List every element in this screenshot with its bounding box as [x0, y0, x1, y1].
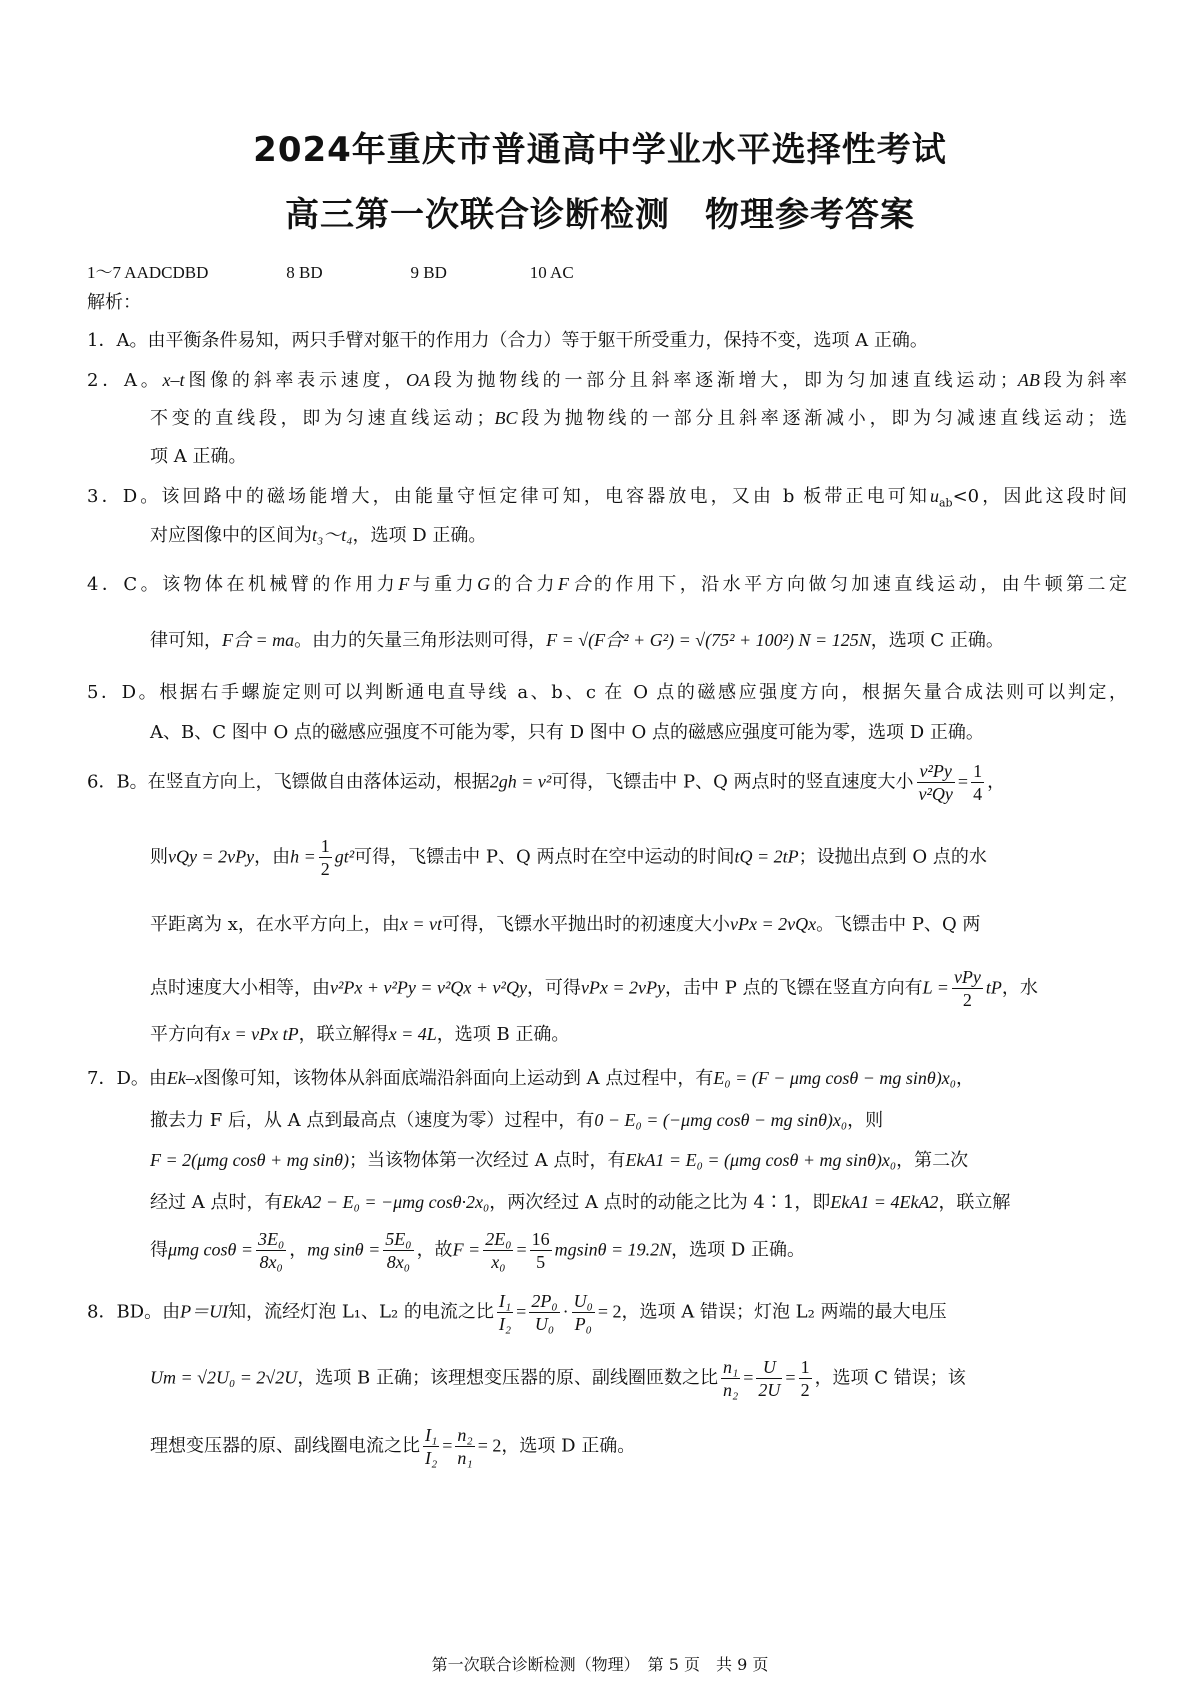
q8-fraction [497, 1290, 513, 1335]
q4-text: ，选项 C 正确。 [870, 630, 1004, 651]
q8-line2 [150, 1356, 1190, 1401]
q6-fraction [971, 760, 984, 805]
q7-text: ， [955, 1068, 974, 1089]
q4-text: 与重力 [409, 574, 478, 595]
q7-math: = [516, 1239, 527, 1260]
q8-text: 知，流经灯泡 L₁、L₂ 的电流之比 [228, 1301, 494, 1323]
q7-math: F = 2(μmg cosθ + mg sinθ) [150, 1150, 349, 1170]
q8-frac-den: U₀ [534, 1314, 555, 1334]
q6-line5 [150, 1020, 1190, 1046]
q8-frac-den: 2U [758, 1380, 781, 1400]
q7-frac-den: 8x₀ [259, 1252, 283, 1272]
q7-math: mgsinθ = 19.2N [554, 1239, 672, 1260]
q8-text: 理想变压器的原、副线圈电流之比 [150, 1435, 420, 1457]
q6-frac-den: 2 [962, 990, 972, 1010]
q6-math: vQy = 2vPy [168, 846, 255, 867]
q7-line1 [87, 1064, 1127, 1090]
q7-text: 图像可知，该物体从斜面底端沿斜面向上运动到 A 点过程中，有 [202, 1068, 714, 1089]
answer-key-8: 8 BD [286, 263, 323, 282]
q8-line3 [150, 1424, 1190, 1469]
q6-text: 平方向有 [150, 1024, 222, 1045]
q6-frac-num: vPy [953, 967, 981, 987]
q8-math: · [562, 1301, 569, 1322]
answer-key-9: 9 BD [410, 263, 447, 282]
q7-text: ，故 [416, 1239, 453, 1261]
q8-frac-num: n₂ [457, 1425, 473, 1445]
q6-math: h = [290, 846, 316, 867]
q7-text: ，则 [847, 1110, 884, 1131]
q7-text: 撤去力 F 后，从 A 点到最高点（速度为零）过程中，有 [150, 1110, 595, 1131]
q6-text: ，击中 P 点的飞镖在竖直方向有 [665, 977, 923, 999]
q6-fraction [917, 760, 955, 805]
q7-frac-num: 3E₀ [258, 1229, 285, 1249]
answer-key-10: 10 AC [529, 263, 574, 282]
q8-frac-den: n₁ [457, 1448, 473, 1468]
q6-text: ， [987, 771, 1006, 793]
q8-fraction [799, 1356, 812, 1401]
q3-line2 [150, 521, 1190, 547]
q2-math: x–t [162, 370, 185, 390]
q3-text: <0，因此这段时间 [952, 486, 1127, 507]
q7-text: 得 [150, 1239, 168, 1261]
q8-fraction [455, 1424, 474, 1469]
q8-frac-num: n₁ [722, 1357, 739, 1377]
q4-line1 [87, 570, 1127, 596]
exam-subtitle: 高三第一次联合诊断检测 物理参考答案 [285, 195, 915, 235]
q7-text: ，两次经过 A 点时的动能之比为 4∶1，即 [489, 1192, 831, 1213]
q3-text: ，选项 D 正确。 [352, 525, 487, 546]
q7-math: EkA1 = E₀ = (μmg cosθ + mg sinθ)x₀ [625, 1150, 897, 1170]
q7-math: μmg cosθ = [168, 1239, 254, 1260]
q4-math: F [398, 574, 410, 594]
q8-frac-num: I₁ [425, 1425, 438, 1445]
q2-math: OA [406, 370, 431, 390]
q6-math: tQ = 2tP [734, 846, 799, 867]
q6-math: L = [922, 977, 949, 998]
q7-frac-den: x₀ [491, 1252, 506, 1272]
q6-text: ，联立解得 [298, 1024, 389, 1045]
q8-fraction [756, 1356, 782, 1401]
q6-math: x = 4L [388, 1024, 437, 1044]
q8-fraction [529, 1290, 559, 1335]
q3-text: 对应图像中的区间为 [150, 525, 312, 546]
q7-frac-num: 16 [531, 1229, 550, 1249]
q6-frac-den: v²Qy [918, 784, 953, 804]
q8-frac-num: U [756, 1356, 782, 1379]
q8-text: ，选项 B 正确；该理想变压器的原、副线圈匝数之比 [297, 1367, 718, 1389]
q6-math: tP [985, 977, 1002, 998]
q8-math: Um = √2U₀ = 2√2U [150, 1367, 298, 1388]
q8-line1 [87, 1290, 1127, 1335]
q3-math: t₃～t₄ [312, 525, 353, 545]
q2-math: BC [494, 408, 518, 428]
q7-frac-den: 8x₀ [386, 1252, 411, 1272]
q7-line4 [150, 1188, 1190, 1214]
q8-math: P＝UI [180, 1301, 229, 1322]
q7-math: mg sinθ = [307, 1239, 381, 1260]
q2-text: 不变的直线段，即为匀速直线运动； [150, 408, 495, 429]
q8-frac-num: 1 [800, 1357, 810, 1377]
page-footer: 第一次联合诊断检测（物理） 第 5 页 共 9 页 [431, 1655, 769, 1674]
q4-math: F = √(F合² + G²) = √(75² + 100²) N = 125N [546, 630, 871, 650]
q6-text: ，选项 B 正确。 [436, 1024, 570, 1045]
q4-math: F合 = ma [222, 630, 295, 650]
q8-math: = 2 [477, 1435, 502, 1456]
q2-text: 段为抛物线的一部分且斜率逐渐减小，即为匀减速直线运动；选 [517, 408, 1128, 429]
q2-math: AB [1017, 370, 1040, 390]
q6-math: x = vt [399, 914, 443, 934]
q3-subscript: ab [938, 496, 953, 510]
q8-text: ，选项 A 错误；灯泡 L₂ 两端的最大电压 [621, 1301, 947, 1323]
q4-text: 的作用下，沿水平方向做匀加速直线运动，由牛顿第二定 [593, 574, 1128, 595]
q6-fraction [319, 835, 332, 880]
q6-text: 可得，飞镖击中 P、Q 两点时的竖直速度大小 [551, 771, 914, 793]
q7-math: 0 − E₀ = (−μmg cosθ − mg sinθ)x₀ [594, 1110, 848, 1130]
q6-frac-den: 2 [320, 859, 330, 879]
q3-text: 3．D。该回路中的磁场能增大，由能量守恒定律可知，电容器放电，又由 b 板带正电可知 [87, 486, 930, 507]
q6-frac-num: 1 [973, 761, 983, 781]
q5-line1: 5．D。根据右手螺旋定则可以判断通电直导线 a、b、c 在 O 点的磁感应强度方向，根据矢量合成法则可以判定， [87, 682, 1127, 703]
q6-line3 [150, 910, 1190, 936]
q7-fraction [256, 1228, 286, 1273]
q4-line2 [150, 626, 1190, 652]
q7-frac-num: 2E₀ [485, 1229, 512, 1249]
q4-text: 4．C。该物体在机械臂的作用力 [87, 574, 399, 595]
q2-text: 段为抛物线的一部分且斜率逐渐增大，即为匀加速直线运动； [430, 370, 1018, 391]
q8-frac-num: U₀ [573, 1291, 593, 1311]
q4-math: G [477, 574, 491, 594]
q6-text: 点时速度大小相等，由 [150, 977, 330, 999]
q8-text: ，选项 C 错误；该 [814, 1367, 966, 1389]
q8-fraction [721, 1356, 740, 1401]
q6-text: ；设抛出点到 O 点的水 [798, 846, 987, 868]
q4-text: 。由力的矢量三角形法则可得， [294, 630, 547, 651]
exam-title: 2024年重庆市普通高中学业水平选择性考试 [253, 130, 947, 170]
q6-fraction [952, 966, 983, 1011]
q7-text: 7．D。由 [87, 1068, 167, 1089]
q8-math: = [442, 1435, 453, 1456]
q6-text: 可得，飞镖击中 P、Q 两点时在空中运动的时间 [354, 846, 735, 868]
q6-frac-den: 4 [973, 784, 983, 804]
q2-text: 段为斜率 [1039, 370, 1128, 391]
q7-text: 经过 A 点时，有 [150, 1192, 283, 1213]
q8-frac-num: I₁ [498, 1291, 512, 1311]
q7-math: E₀ = (F − μmg cosθ − mg sinθ)x₀ [713, 1068, 956, 1088]
q3-math: u [929, 486, 939, 506]
q6-frac-num: v²Py [917, 760, 955, 783]
q6-text: 则 [150, 846, 168, 868]
q7-fraction [530, 1228, 552, 1273]
q6-math: x = vPx tP [222, 1024, 299, 1044]
q8-frac-den: P₀ [574, 1314, 592, 1334]
q8-frac-den: n₂ [722, 1380, 739, 1400]
q4-text: 的合力 [490, 574, 558, 595]
q2-text: 2．A。 [87, 370, 163, 391]
q6-math: vPx = 2vQx [730, 914, 817, 934]
q7-text: ，选项 D 正确。 [671, 1239, 806, 1261]
q7-text: ，联立解 [938, 1192, 1011, 1213]
q7-math: EkA2 − E₀ = −μmg cosθ·2x₀ [282, 1192, 490, 1212]
q6-line2 [150, 835, 1190, 880]
q8-math: = [743, 1367, 754, 1388]
q8-fraction [572, 1290, 595, 1335]
q7-text: ，第二次 [896, 1150, 969, 1171]
q2-text: 图像的斜率表示速度， [184, 370, 407, 391]
q6-text: ，水 [1001, 977, 1038, 999]
q6-text: 可得，飞镖水平抛出时的初速度大小 [442, 914, 731, 935]
q8-math: = [516, 1301, 527, 1322]
answer-key-1-7: 1～7 AADCDBD [87, 263, 209, 282]
q6-text: ，可得 [526, 977, 581, 999]
q7-fraction [383, 1228, 413, 1273]
q7-frac-num: 5E₀ [385, 1229, 412, 1249]
q6-math: gt² [334, 846, 355, 867]
q8-frac-den: 2 [800, 1380, 810, 1400]
q7-math: F = [452, 1239, 481, 1260]
q5-line2: A、B、C 图中 O 点的磁感应强度不可能为零，只有 D 图中 O 点的磁感应强度可能为零，选项 D 正确。 [150, 722, 984, 743]
q6-text: 平距离为 x，在水平方向上，由 [150, 914, 400, 935]
q7-frac-den: 5 [536, 1252, 546, 1272]
analysis-label: 解析： [87, 292, 141, 313]
q2-line2 [150, 404, 1127, 430]
q7-line2 [150, 1106, 1190, 1132]
q8-frac-num: 2P₀ [531, 1291, 558, 1311]
q3-line1 [87, 482, 1127, 510]
q6-line1 [87, 760, 1127, 805]
q7-line5 [150, 1228, 1190, 1273]
q8-math: = [785, 1367, 796, 1388]
q6-text: ，由 [254, 846, 291, 868]
q7-math: Ek–x [166, 1068, 203, 1088]
q8-text: ，选项 D 正确。 [501, 1435, 636, 1457]
q8-math: = 2 [597, 1301, 622, 1322]
q6-math: v²Px + v²Py = v²Qx + v²Qy [330, 977, 527, 998]
q6-text: 。飞镖击中 P、Q 两 [816, 914, 981, 935]
q7-fraction [483, 1228, 513, 1273]
q6-line4 [150, 966, 1190, 1011]
q7-text: ；当该物体第一次经过 A 点时，有 [349, 1150, 626, 1171]
q2-line3: 项 A 正确。 [150, 446, 247, 467]
q1-explanation: 1．A。由平衡条件易知，两只手臂对躯干的作用力（合力）等于躯干所受重力，保持不变，选项 A 正确。 [87, 330, 928, 351]
q6-math: vPx = 2vPy [580, 977, 666, 998]
q8-fraction [423, 1424, 439, 1469]
q8-frac-den: I₂ [498, 1314, 512, 1334]
q4-math: F合 [557, 574, 594, 594]
q7-math: EkA1 = 4EkA2 [830, 1192, 939, 1212]
answer-key-row [87, 258, 574, 283]
q2-line1 [87, 366, 1127, 392]
q6-math: = [957, 771, 969, 792]
q6-frac-num: 1 [320, 836, 330, 856]
q7-text: ， [289, 1239, 308, 1261]
q7-line3 [150, 1146, 1190, 1172]
q6-math: 2gh = v² [489, 771, 552, 792]
q8-text: 8．BD。由 [87, 1301, 181, 1323]
q6-text: 6．B。在竖直方向上，飞镖做自由落体运动，根据 [87, 771, 490, 793]
q4-text: 律可知， [150, 630, 222, 651]
q8-frac-den: I₂ [425, 1448, 438, 1468]
